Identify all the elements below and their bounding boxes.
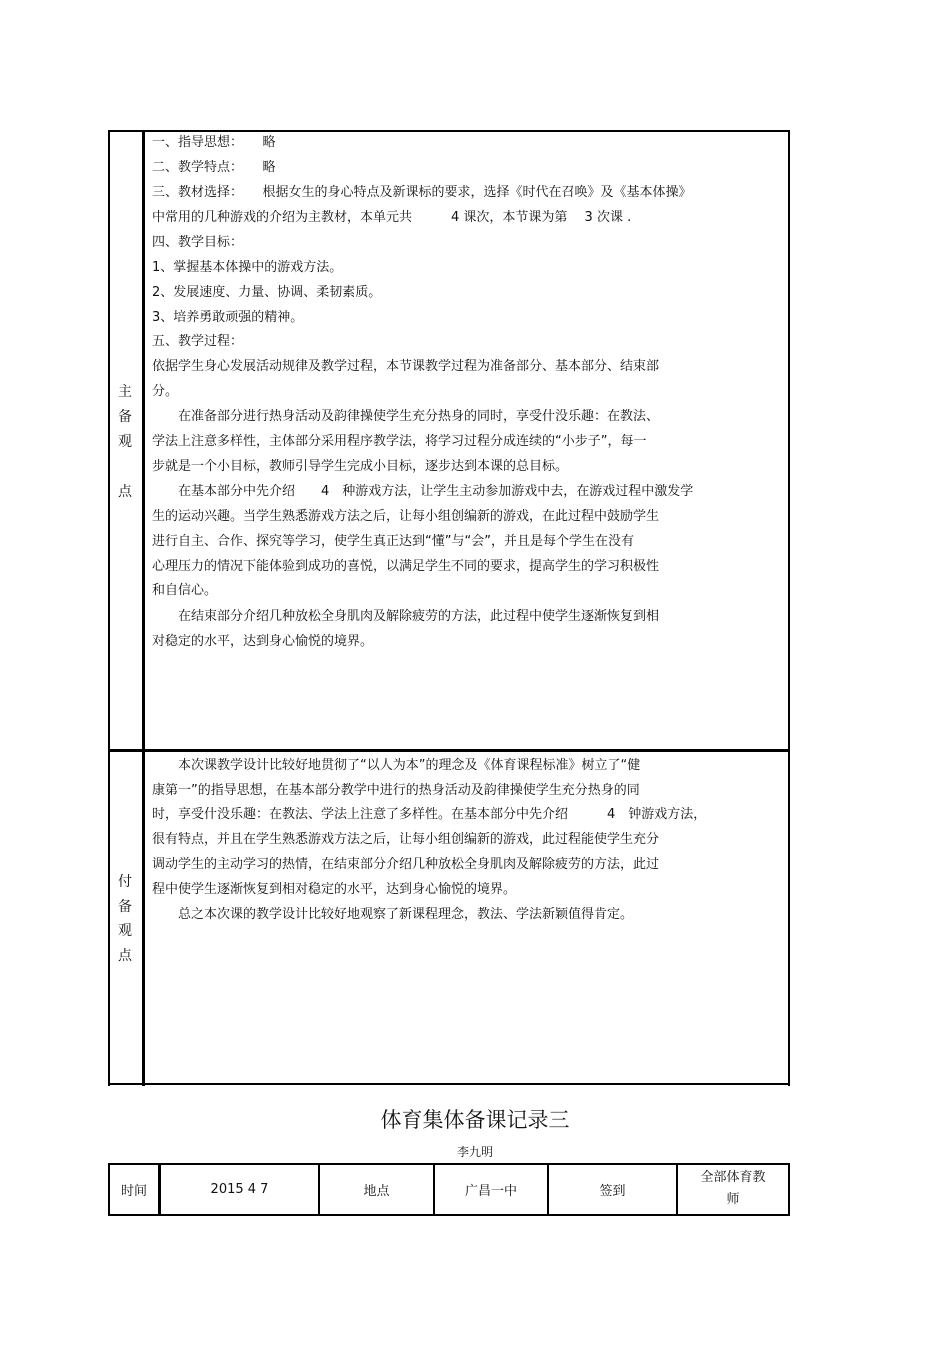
main-label-char: 备	[118, 409, 132, 425]
sub-label-char: 点	[118, 948, 132, 964]
time-value: 2015 4 7	[210, 1182, 269, 1197]
info-bottom-border	[108, 1214, 790, 1216]
comment-line: 康第一”的指导思想，在基本部分教学中进行的热身活动及韵律操使学生充分热身的同	[152, 783, 640, 798]
signin-value-line: 全部体育教	[700, 1170, 766, 1185]
body-line: 三、教材选择： 根据女生的身心特点及新课标的要求，选择《时代在召唤》及《基本体操》	[152, 185, 692, 200]
comment-line: 很有特点，并且在学生熟悉游戏方法之后，让每小组创编新的游戏，此过程能使学生充分	[152, 832, 660, 847]
body-line: 学法上注意多样性，主体部分采用程序教学法，将学习过程分成连续的“小步子”，每一	[152, 434, 647, 449]
body-line: 依据学生身心发展活动规律及教学过程，本节课教学过程为准备部分、基本部分、结束部	[152, 359, 660, 374]
sub-label-char: 付	[118, 874, 132, 890]
place-label: 地点	[363, 1184, 390, 1199]
table-label-divider	[142, 130, 145, 1086]
body-line: 进行自主、合作、探究等学习，使学生真正达到“懂”与“会”，并且是每个学生在没有	[152, 534, 634, 549]
body-line: 和自信心。	[152, 583, 218, 598]
body-line: 1、掌握基本体操中的游戏方法。	[152, 260, 343, 275]
comment-line: 时，享受什没乐趣：在教法、学法上注意了多样性。在基本部分中先介绍 4 钟游戏方法，	[152, 807, 707, 822]
table-right-border	[788, 130, 790, 1086]
comment-line: 调动学生的主动学习的热情，在结束部分介绍几种放松全身肌肉及解除疲劳的方法，此过	[152, 857, 660, 872]
main-label-char: 观	[118, 434, 132, 450]
sub-label-char: 备	[118, 899, 132, 915]
body-line: 步就是一个小目标，教师引导学生完成小目标，逐步达到本课的总目标。	[152, 459, 569, 474]
comment-line: 总之本次课的教学设计比较好地观察了新课程理念，教法、学法新颖值得肯定。	[152, 907, 634, 922]
body-line: 2、发展速度、力量、协调、柔韧素质。	[152, 285, 382, 300]
table-row-divider	[108, 749, 790, 752]
body-line: 五、教学过程：	[152, 334, 244, 349]
place-value: 广昌一中	[464, 1184, 517, 1199]
sub-label-char: 观	[118, 923, 132, 939]
body-line: 在准备部分进行热身活动及韵律操使学生充分热身的同时，享受什没乐趣：在教法、	[152, 409, 660, 424]
body-line: 心理压力的情况下能体验到成功的喜悦，以满足学生不同的要求，提高学生的学习积极性	[152, 559, 660, 574]
body-line: 3、培养勇敢顽强的精神。	[152, 310, 304, 325]
signin-label: 签到	[599, 1184, 626, 1199]
signin-value-line: 师	[726, 1192, 740, 1207]
main-label-char: 主	[118, 384, 132, 400]
body-line: 二、教学特点： 略	[152, 160, 276, 175]
table-left-border	[108, 130, 110, 1086]
comment-line: 本次课教学设计比较好地贯彻了“以人为本”的理念及《体育课程标准》树立了“健	[152, 758, 641, 773]
record-title: 体育集体备课记录三	[380, 1108, 570, 1132]
comment-line: 程中使学生逐渐恢复到相对稳定的水平，达到身心愉悦的境界。	[152, 882, 517, 897]
body-line: 一、指导思想： 略	[152, 135, 276, 150]
table-bottom-border	[108, 1083, 790, 1085]
record-author: 李九明	[456, 1145, 493, 1159]
table-top-border	[108, 130, 790, 132]
body-line: 中常用的几种游戏的介绍为主教材，本单元共 4 课次，本节课为第 3 次课 .	[152, 210, 632, 225]
main-label-char: 点	[118, 484, 132, 500]
info-col-border	[788, 1163, 790, 1216]
signin-value	[678, 1165, 788, 1214]
body-line: 生的运动兴趣。当学生熟悉游戏方法之后，让每小组创编新的游戏，在此过程中鼓励学生	[152, 509, 660, 524]
body-line: 在结束部分介绍几种放松全身肌肉及解除疲劳的方法，此过程中使学生逐渐恢复到相	[152, 609, 660, 624]
body-line: 对稳定的水平，达到身心愉悦的境界。	[152, 634, 374, 649]
time-label: 时间	[120, 1184, 147, 1199]
body-line: 四、教学目标：	[152, 235, 244, 250]
body-line: 分。	[152, 384, 179, 399]
body-line: 在基本部分中先介绍 4 种游戏方法，让学生主动参加游戏中去，在游戏过程中激发学	[152, 484, 694, 499]
